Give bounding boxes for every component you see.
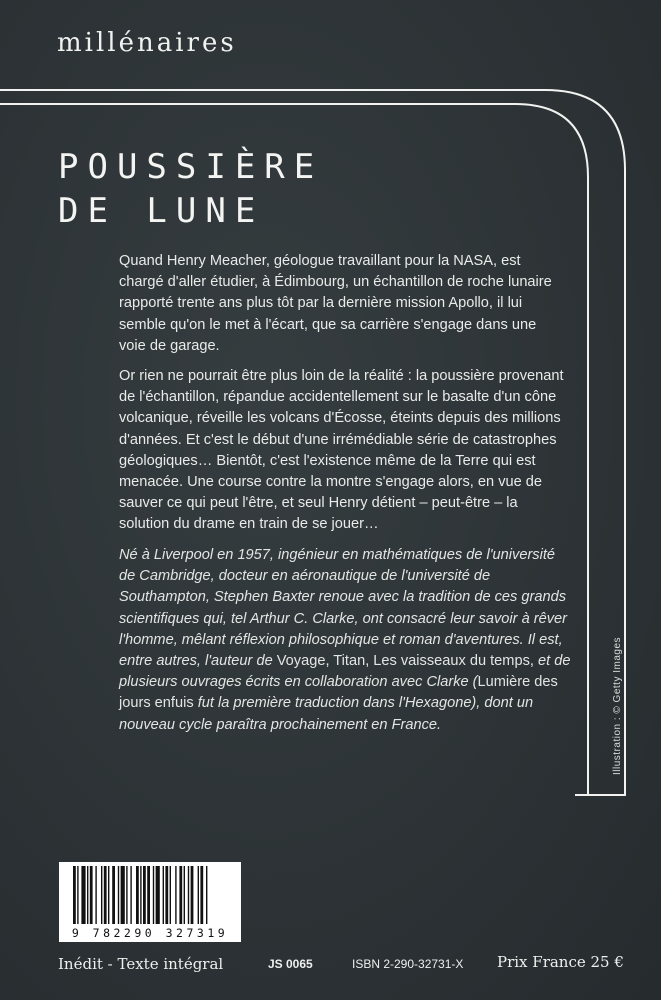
synopsis-paragraph-1: Quand Henry Meacher, géologue travaillant pour la NASA, est chargé d'aller étudier, à Édimbourg, un échantillon de roche lunaire rapporté trente ans plus tôt par la dernière mission Apollo, il lui semble qu'on le met à l'écart, que sa carrière s'engage dans une voie de garage.	[119, 253, 552, 354]
catalog-code: JS 0065	[268, 957, 313, 971]
bio-works-2: Lumière des jours enfuis	[119, 674, 558, 712]
book-title	[58, 145, 323, 233]
barcode-digits: 9 782290 327319	[71, 926, 229, 940]
barcode	[59, 862, 241, 942]
synopsis	[119, 251, 564, 545]
price: Prix France 25 €	[497, 953, 624, 971]
illustration-credit: Illustration : © Getty Images	[612, 636, 623, 775]
author-bio	[119, 545, 571, 736]
edition-note: Inédit - Texte intégral	[58, 955, 224, 973]
series-name: millénaires	[57, 28, 237, 58]
synopsis-paragraph-2: Or rien ne pourrait être plus loin de la réalité : la poussière provenant de l'échantillon, répandue accidentellement sur le basalte d'un cône volcanique, réveille les volcans d'Écosse, éteints depuis des millions d'années. Et c'est le début d'une irrémédiable série de catastrophes géologiques… Bientôt, c'est l'existence même de la Terre qui est menacée. Une course contre la montre s'engage alors, en vue de sauver ce qui peut l'être, et seul Henry détient – peut-être – la solution du drame en train de se jouer…	[119, 368, 564, 533]
bio-text-3: fut la première traduction dans l'Hexagone), dont un nouveau cycle paraîtra prochainement en France.	[119, 695, 534, 733]
book-title-line-1: POUSSIÈRE	[58, 147, 324, 187]
barcode-bars	[59, 866, 241, 928]
bio-text-2: et de plusieurs ouvrages écrits en collaboration avec Clarke (	[119, 653, 571, 691]
bio-works-1: Voyage, Titan, Les vaisseaux du temps,	[276, 653, 534, 670]
bio-text-1: Né à Liverpool en 1957, ingénieur en mathématiques de l'université de Cambridge, docteur en aéronautique de l'université de Southampton, Stephen Baxter renoue avec la tradition de ces grands scientifiques qui, tel Arthur C. Clarke, ont consacré leur savoir à rêver l'homme, mêlant réflexion philosophique et roman d'aventures. Il est, entre autres, l'auteur de	[119, 547, 568, 670]
isbn: ISBN 2-290-32731-X	[352, 957, 464, 971]
book-title-line-2: DE LUNE	[58, 191, 265, 231]
